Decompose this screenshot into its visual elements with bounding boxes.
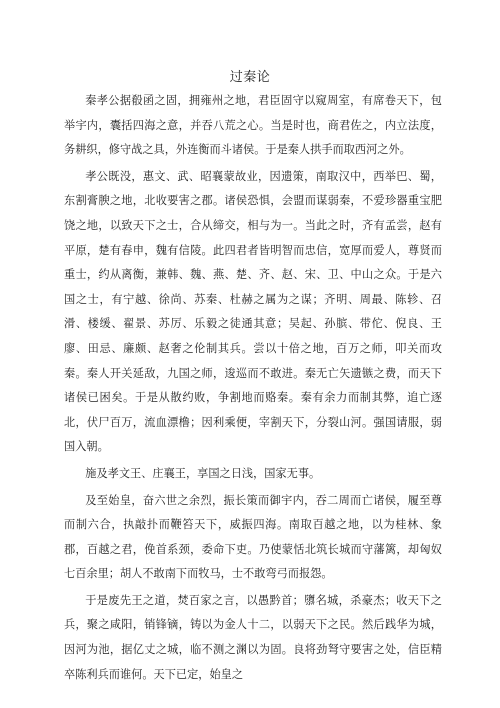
paragraph-3: 施及孝文王、庄襄王，享国之日浅，国家无事。	[85, 466, 321, 480]
paragraph-4: 及至始皇，奋六世之余烈，振长策而御宇内，吞二周而亡诸侯，履至尊而制六合，执敲扑而鞭笞天下，威振四海。南取百越之地，以为桂林、象郡，百越之君，俛首系颈，委命下吏。乃使蒙恬北筑长城而守藩篱，却匈奴七百余里；胡人不敢南下而牧马，士不敢弯弓而报怨。	[64, 493, 442, 581]
paragraph-5: 于是废先王之道，焚百家之言，以愚黔首；隳名城，杀豪杰；收天下之兵，聚之咸阳，销锋镝，铸以为金人十二，以弱天下之民。然后践华为城，因河为池，据亿丈之城，临不测之渊以为固。良将劲弩守要害之处，信臣精卒陈利兵而谁何。天下已定，始皇之	[64, 593, 442, 681]
paragraph-2: 孝公既没，惠文、武、昭襄蒙故业，因遗策，南取汉中，西举巴、蜀，东割膏腴之地，北收要害之郡。诸侯恐惧，会盟而谋弱秦，不爱珍器重宝肥饶之地，以致天下之士，合从缔交，相与为一。当此之时，齐有孟尝，赵有平原，楚有春申，魏有信陵。此四君者皆明智而忠信，宽厚而爱人，尊贤而重士，约从离衡，兼韩、魏、燕、楚、齐、赵、宋、卫、中山之众。于是六国之士，有宁越、徐尚、苏秦、杜赫之属为之谋；齐明、周最、陈轸、召滑、楼缓、翟景、苏厉、乐毅之徒通其意；吴起、孙膑、带佗、倪良、王廖、田忌、廉颇、赵奢之伦制其兵。尝以十倍之地，百万之师，叩关而攻秦。秦人开关延敌，九国之师，逡巡而不敢进。秦无亡矢遗镞之费，而天下诸侯已困矣。于是从散约败，争割地而赂秦。秦有余力而制其弊，追亡逐北，伏尸百万，流血漂橹；因利乘便，宰割天下，分裂山河。强国请服，弱国入朝。	[64, 169, 442, 454]
paragraph-1: 秦孝公据殽函之固，拥雍州之地，君臣固守以窥周室，有席卷天下，包举宇内，囊括四海之意，并吞八荒之心。当是时也，商君佐之，内立法度，务耕织，修守战之具，外连衡而斗诸侯。于是秦人拱手而取西河之外。	[64, 94, 442, 157]
document-title: 过秦论	[229, 70, 271, 85]
document-body	[64, 89, 442, 687]
